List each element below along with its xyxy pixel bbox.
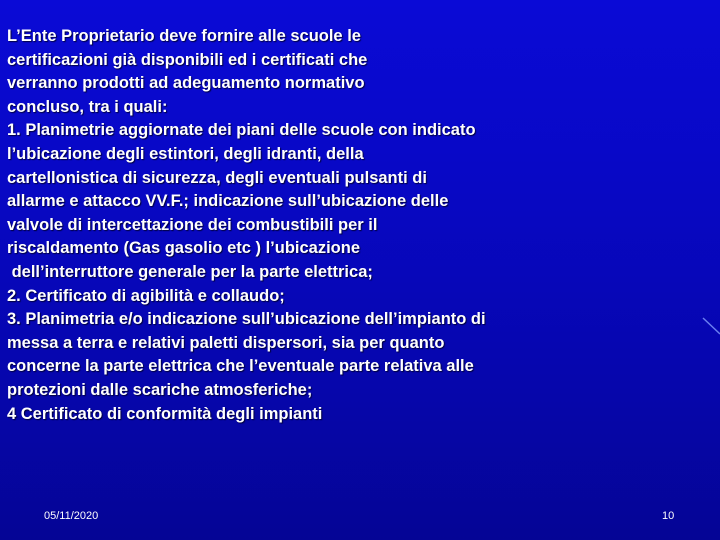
slide-body-text (7, 25, 707, 426)
body-line: 4 Certificato di conformità degli impianti (7, 404, 323, 423)
body-line: riscaldamento (Gas gasolio etc ) l’ubicazione (7, 239, 361, 258)
body-line: allarme e attacco VV.F.; indicazione sull’ubicazione delle (7, 192, 449, 211)
footer-date: 05/11/2020 (44, 510, 99, 522)
body-line: concerne la parte elettrica che l’eventuale parte relativa alle (7, 357, 474, 376)
body-line: messa a terra e relativi paletti dispersori, sia per quanto (7, 333, 445, 352)
page-number: 10 (662, 510, 675, 522)
body-line: 3. Planimetria e/o indicazione sull’ubicazione dell’impianto di (7, 310, 486, 329)
body-line: L’Ente Proprietario deve fornire alle scuole le (7, 27, 361, 45)
body-line: valvole di intercettazione dei combustibili per il (7, 215, 378, 234)
body-line: verranno prodotti ad adeguamento normativo (7, 74, 365, 93)
body-line: 2. Certificato di agibilità e collaudo; (7, 286, 285, 305)
body-line: protezioni dalle scariche atmosferiche; (7, 380, 313, 399)
body-line: certificazioni già disponibili ed i certificati che (7, 50, 368, 69)
body-line: concluso, tra i quali: (7, 97, 168, 116)
body-line: cartellonistica di sicurezza, degli eventuali pulsanti di (7, 168, 427, 187)
body-line: 1. Planimetrie aggiornate dei piani delle scuole con indicato (7, 121, 476, 140)
body-line: dell’interruttore generale per la parte elettrica; (7, 262, 373, 281)
body-line: l’ubicazione degli estintori, degli idranti, della (7, 144, 364, 163)
